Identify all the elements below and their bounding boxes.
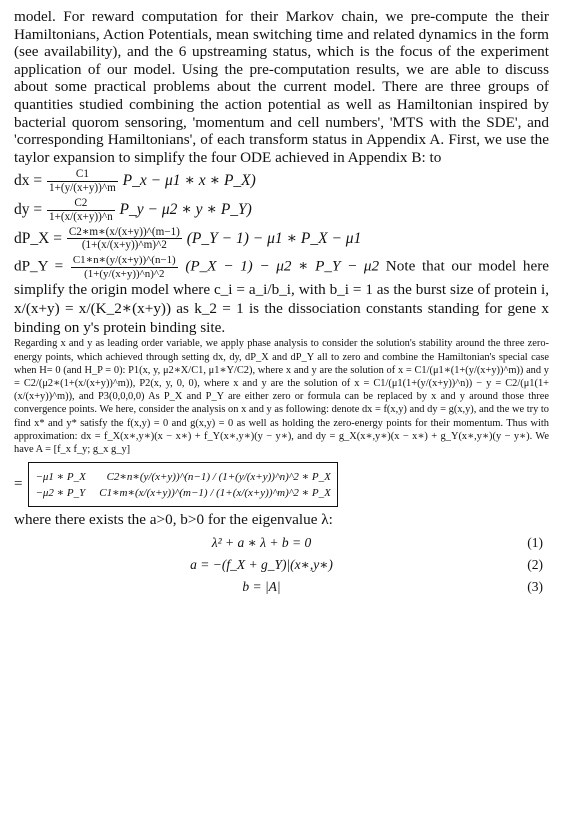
eq4-lhs: dP_Y =	[14, 257, 64, 275]
eq2-lhs: dy =	[14, 200, 43, 218]
paper-page	[14, 8, 549, 601]
equation-1-number: (1)	[527, 534, 543, 550]
equation-3-number: (3)	[527, 578, 543, 594]
eq2-fraction	[47, 197, 115, 224]
equation-dy	[14, 197, 549, 224]
eq3-rhs: (P_Y − 1) − μ1 ∗ P_X − μ1	[186, 229, 362, 247]
eq3-lhs: dP_X =	[14, 229, 62, 247]
eq2-denominator: 1+(x/(x+y))^n	[49, 210, 113, 223]
eq4-denominator: (1+(y/(x+y))^n)^2	[84, 267, 165, 280]
jacobian-matrix: = −μ1 ∗ P_X C2∗n∗(y/(x+y))^(n−1) / (1+(y/(x+y))^n)^2 ∗ P_X −μ2 ∗ P_Y C1∗m∗(x/(x+y))^(m−1) / (1+(x/(x+y))^m)^2 ∗ P_X	[14, 462, 549, 507]
equation-dx	[14, 168, 549, 195]
equation-2-number: (2)	[527, 556, 543, 572]
eq3-denominator: (1+(x/(x+y))^m)^2	[81, 239, 167, 252]
model-note: Note that our model here simplify the origin model where c_i = a_i/b_i, with b_i = 1 as the burst size of protein i, x/(x+y) = x/(K_2∗(x+y)) as k_2 = 1 is the dissociation constants standing for gene x binding on y's protein binding site.	[14, 257, 549, 337]
equation-2	[14, 557, 549, 577]
equation-dpx	[14, 226, 549, 253]
eq1-numerator: C1	[47, 168, 118, 182]
phase-analysis-paragraph: Regarding x and y as leading order variable, we apply phase analysis to consider the solution's stability around the three zero-energy points, which achieved through setting dx, dy, dP_X and dP_Y all to zero and combine the Hamiltonian's special case when H= 0 (and H_P = 0): P1(x, y, μ2∗X/C1, μ1∗Y/C2), where x and y are the solution of x = C1/(μ1∗(1+(y/(x+y))^m)) and y = C2/(μ2∗(1+(x/(x+y))^m)), P2(x, y, 0, 0), where x and y are the solution of x = C1/(μ1(1+(y/(x+y))^n)) − y = C2/(μ1(1+(x/(x+y))^m)), and P3(0,0,0,0) As P_X and P_Y are either zero or formula can be replaced by x and y around those three convergence points. We here, consider the analysis on x and y as following: denote dx = f(x,y) and dy = g(x,y), and the we try to find x* and y* satisfy the f(x,y) = 0 and g(x,y) = 0 as well as holding the zero-energy points for their momentum. Thus with approximation: dx = f_X(x∗,y∗)(x − x∗) + f_Y(x∗,y∗)(y − y∗), and dy = g_X(x∗,y∗)(x − x∗) + g_Y(x∗,y∗)(y − y∗). We have A = [f_x f_y; g_x g_y]	[14, 338, 549, 456]
eq4-rhs: (P_X − 1) − μ2 ∗ P_Y − μ2	[185, 257, 380, 275]
matrix-row-2	[35, 486, 330, 499]
equation-dpy-and-note	[14, 254, 549, 337]
equation-2-body: a = −(f_X + g_Y)|(x∗,y∗)	[190, 556, 333, 572]
equation-1	[14, 535, 549, 555]
equation-3	[14, 579, 549, 599]
eigenvalue-intro: where there exists the a>0, b>0 for the eigenvalue λ:	[14, 511, 333, 529]
eq1-lhs: dx =	[14, 172, 43, 190]
matrix-r1c2: C2∗n∗(y/(x+y))^(n−1) / (1+(y/(x+y))^n)^2 ∗ P_X	[106, 471, 331, 484]
eq1-fraction	[47, 168, 118, 195]
eq4-numerator: C1∗n∗(y/(x+y))^(n−1)	[72, 254, 176, 267]
eq1-rhs: P_x − μ1 ∗ x ∗ P_X)	[122, 172, 256, 190]
matrix-row-1	[35, 470, 330, 483]
eq2-numerator: C2	[47, 197, 115, 211]
eq4-fraction	[71, 254, 178, 280]
matrix-brackets	[28, 462, 337, 507]
eq1-denominator: 1+(y/(x+y))^m	[49, 182, 116, 195]
matrix-r2c1: −μ2 ∗ P_Y	[35, 487, 86, 500]
eq2-rhs: P_y − μ2 ∗ y ∗ P_Y)	[119, 200, 252, 218]
eq3-numerator: C2∗m∗(x/(x+y))^(m−1)	[68, 225, 180, 238]
equation-1-body: λ² + a ∗ λ + b = 0	[211, 534, 312, 550]
matrix-r1c1: −μ1 ∗ P_X	[35, 471, 86, 484]
matrix-r2c2: C1∗m∗(x/(x+y))^(m−1) / (1+(x/(x+y))^m)^2 ∗ P_X	[99, 487, 331, 500]
eq3-fraction	[67, 226, 182, 253]
intro-paragraph: model. For reward computation for their Markov chain, we pre-compute the their Hamiltonians, Action Potentials, mean switching time and related dynamics in the form (see availability), and the 6 upstreaming status, which is the focus of the experiment application of our model. Using the pre-computation results, we are able to discuss about some practical problems about the current model. There are three groups of quantities studied combining the action potential as well as Hamiltonian inspired by bacterial quorom sensoring, 'momentum and cell numbers', 'MTS with the SDE', and 'corresponding Hamiltonians', of each transform status in Appendix A. First, we use the taylor expansion to simplify the four ODE achieved in Appendix B: to	[14, 8, 549, 166]
equation-3-body: b = |A|	[242, 578, 281, 594]
